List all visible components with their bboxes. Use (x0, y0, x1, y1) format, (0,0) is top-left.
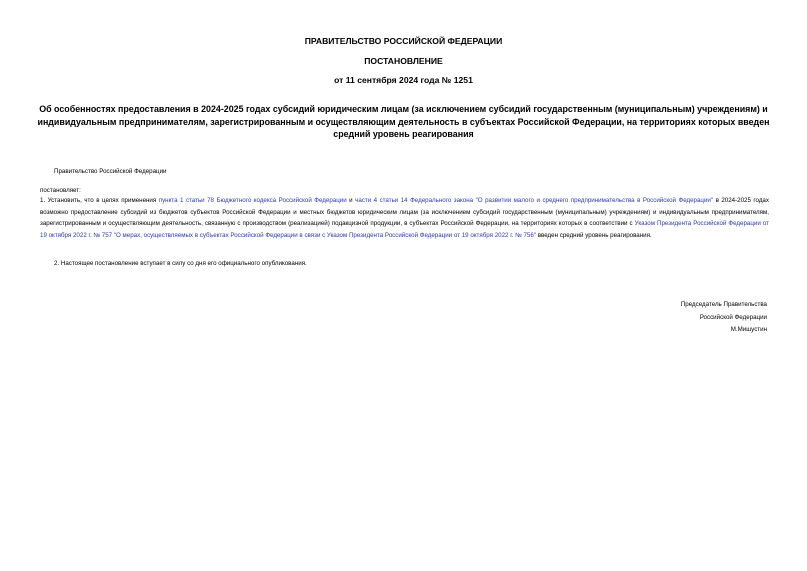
paragraph-1-text-1: 1. Установить, что в целях применения (40, 197, 159, 204)
federal-law-link[interactable]: части 4 статьи 14 Федерального закона "О развитии малого и среднего предпринимательства в Российской Федерации" (355, 197, 714, 204)
document-type: ПОСТАНОВЛЕНИЕ (364, 56, 443, 66)
paragraph-1-text-4: введен средний уровень реагирования. (536, 231, 652, 239)
signatory-position: Председатель Правительства (680, 301, 767, 308)
document-date-number: от 11 сентября 2024 года № 1251 (334, 75, 473, 85)
paragraph-1-text-3: в 2024-2025 годах возможно предоставление субсидий из бюджетов субъектов Российской Федерации и местных бюджетов юридическим лицам (за исключением субсидий государственным (муниципальным) учреждениям) и индивидуальным предпринимателям, зарегистрированным и осуществляющим деятельность, связанную с производством (реализацией) подакцизной продукции, в субъектах Российской Федерации, на территориях которых в соответствии с (40, 197, 769, 227)
presidential-decree-link[interactable]: Указом Президента Российской Федерации от 19 октября 2022 г. № 757 "О мерах, осуществляемых в субъектах Российской Федерации в связи с Указом Президента Российской Федерации от 19 октября 2022 г. № 756" (40, 220, 769, 239)
signatory-position-2: Российской Федерации (699, 313, 767, 321)
government-line: Правительство Российской Федерации (54, 168, 167, 175)
document-title: Об особенностях предоставления в 2024-2025 годах субсидий юридическим лицам (за исключением субсидий государственным (муниципальным) учреждениям) и индивидуальным предпринимателям, зарегистрированным и осуществляющим деятельность в субъектах Российской Федерации, на территориях которых введен средний уровень реагирования (37, 104, 770, 139)
paragraph-1 (40, 195, 769, 241)
paragraph-1-text-2: и (346, 197, 356, 204)
issuing-authority: ПРАВИТЕЛЬСТВО РОССИЙСКОЙ ФЕДЕРАЦИИ (304, 36, 503, 46)
decrees-line: постановляет: (40, 187, 81, 194)
paragraph-2: 2. Настоящее постановление вступает в силу со дня его официального опубликования. (54, 260, 307, 267)
budget-code-link[interactable]: пункта 1 статьи 78 Бюджетного кодекса Российской Федерации (158, 197, 347, 204)
signatory-name: М.Мишустин (730, 326, 767, 333)
signature-block (681, 299, 767, 337)
